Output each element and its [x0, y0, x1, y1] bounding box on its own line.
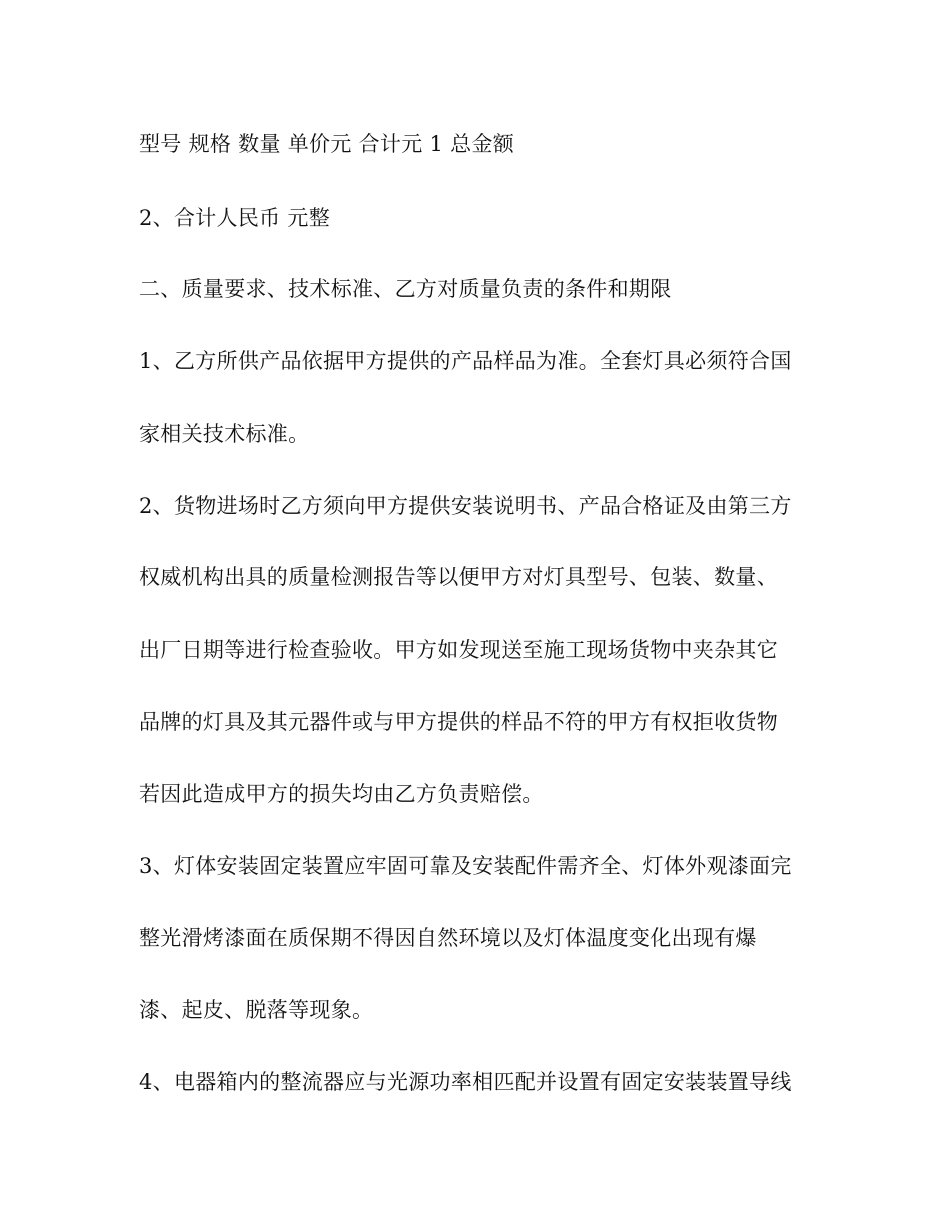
paragraph-line: 1、乙方所供产品依据甲方提供的产品样品为准。全套灯具必须符合国 — [139, 349, 792, 373]
paragraph-line: 若因此造成甲方的损失均由乙方负责赔偿。 — [139, 782, 544, 806]
paragraph-line: 2、货物进场时乙方须向甲方提供安装说明书、产品合格证及由第三方 — [139, 494, 792, 518]
paragraph-line: 权威机构出具的质量检测报告等以便甲方对灯具型号、包装、数量、 — [139, 565, 778, 589]
section-heading: 二、质量要求、技术标准、乙方对质量负责的条件和期限 — [139, 277, 672, 301]
paragraph-line: 出厂日期等进行检查验收。甲方如发现送至施工现场货物中夹杂其它 — [139, 638, 778, 662]
paragraph-line: 漆、起皮、脱落等现象。 — [139, 998, 374, 1022]
total-amount-line: 2、合计人民币 元整 — [139, 206, 331, 230]
paragraph-line: 4、电器箱内的整流器应与光源功率相匹配并设置有固定安装装置导线 — [139, 1070, 792, 1094]
paragraph-line: 品牌的灯具及其元器件或与甲方提供的样品不符的甲方有权拒收货物 — [139, 710, 778, 734]
table-header-line: 型号 规格 数量 单价元 合计元 1 总金额 — [139, 132, 515, 156]
paragraph-line: 家相关技术标准。 — [139, 422, 310, 446]
paragraph-line: 整光滑烤漆面在质保期不得因自然环境以及灯体温度变化出现有爆 — [139, 926, 757, 950]
paragraph-line: 3、灯体安装固定装置应牢固可靠及安装配件需齐全、灯体外观漆面完 — [139, 854, 792, 878]
